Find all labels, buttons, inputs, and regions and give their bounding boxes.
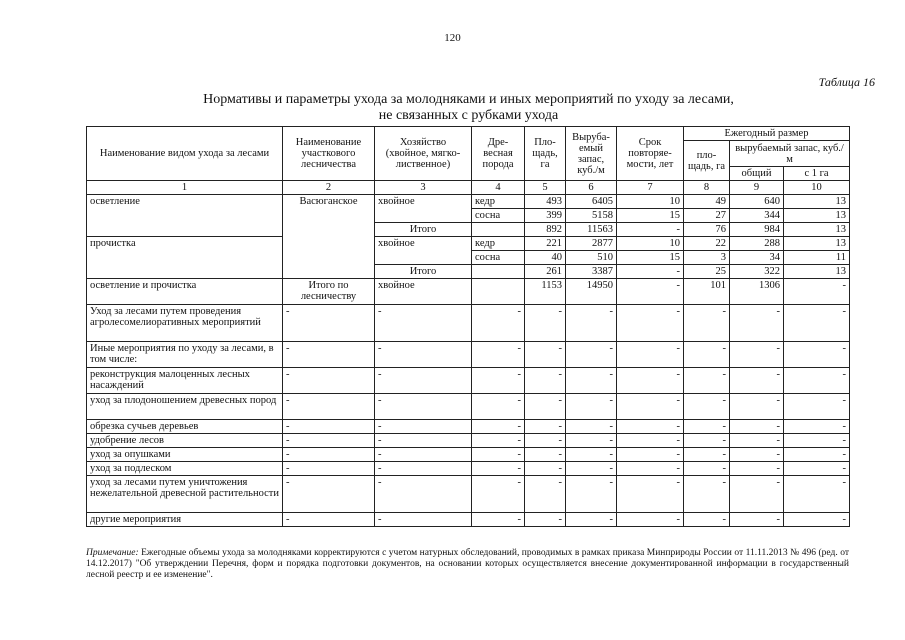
table-row (87, 237, 850, 251)
stock-cell: 2877 (566, 237, 617, 251)
standards-table (86, 126, 850, 527)
dash-cell: - (525, 462, 566, 476)
stock-cell: 6405 (566, 195, 617, 209)
dash-cell: - (525, 513, 566, 527)
dash-cell: - (684, 462, 730, 476)
footnote-label: Примечание: (86, 548, 139, 558)
species-cell: кедр (472, 237, 525, 251)
dash-cell: - (684, 394, 730, 420)
dash-cell: - (684, 476, 730, 513)
dash-cell: - (375, 513, 472, 527)
dash-cell: - (283, 434, 375, 448)
dash-cell: - (525, 420, 566, 434)
dash-cell: - (472, 476, 525, 513)
dash-cell: - (525, 476, 566, 513)
activity-name-cell: удобрение лесов (87, 434, 283, 448)
dash-cell: - (617, 368, 684, 394)
header-annual: Ежегодный размер (684, 127, 850, 141)
stock-cell: 11563 (566, 223, 617, 237)
table-row (87, 342, 850, 368)
header-forestry: Наименование участкового лесничества (283, 127, 375, 181)
dash-cell: - (375, 342, 472, 368)
dash-cell: - (684, 368, 730, 394)
col-number: 9 (730, 181, 784, 195)
area-cell: 40 (525, 251, 566, 265)
col-number: 2 (283, 181, 375, 195)
species-cell (472, 223, 525, 237)
care-type-cell: прочистка (87, 237, 283, 279)
dash-cell: - (566, 368, 617, 394)
dash-cell: - (525, 342, 566, 368)
annual-stock-total-cell: 984 (730, 223, 784, 237)
header-annual-stock: вырубаемый запас, куб./м (730, 141, 850, 167)
dash-cell: - (684, 448, 730, 462)
dash-cell: - (283, 448, 375, 462)
annual-stock-per-ha-cell: 13 (784, 237, 850, 251)
dash-cell: - (784, 513, 850, 527)
dash-cell: - (566, 394, 617, 420)
table-row (87, 368, 850, 394)
economy-cell: хвойное (375, 237, 472, 265)
forestry-cell: Васюганское (283, 195, 375, 279)
dash-cell: - (472, 394, 525, 420)
dash-cell: - (525, 368, 566, 394)
col-number: 1 (87, 181, 283, 195)
dash-cell: - (617, 305, 684, 342)
dash-cell: - (784, 368, 850, 394)
header-species: Дре-весная порода (472, 127, 525, 181)
dash-cell: - (730, 305, 784, 342)
dash-cell: - (730, 342, 784, 368)
table-title (100, 92, 837, 124)
header-care-type: Наименование видом ухода за лесами (87, 127, 283, 181)
col-number: 3 (375, 181, 472, 195)
dash-cell: - (617, 434, 684, 448)
dash-cell: - (784, 420, 850, 434)
activity-name-cell: Уход за лесами путем проведения агролесомелиоративных мероприятий (87, 305, 283, 342)
dash-cell: - (375, 448, 472, 462)
annual-stock-per-ha-cell: 13 (784, 265, 850, 279)
dash-cell: - (617, 448, 684, 462)
stock-cell: 5158 (566, 209, 617, 223)
table-row (87, 462, 850, 476)
dash-cell: - (730, 462, 784, 476)
annual-area-cell: 101 (684, 279, 730, 305)
annual-stock-per-ha-cell: 11 (784, 251, 850, 265)
col-number: 4 (472, 181, 525, 195)
dash-cell: - (617, 394, 684, 420)
activity-name-cell: Иные мероприятия по уходу за лесами, в том числе: (87, 342, 283, 368)
total-label-cell: Итого (375, 223, 472, 237)
other-activities-body (87, 305, 850, 527)
period-cell: 15 (617, 251, 684, 265)
dash-cell: - (566, 420, 617, 434)
dash-cell: - (730, 448, 784, 462)
area-cell: 399 (525, 209, 566, 223)
annual-stock-total-cell: 344 (730, 209, 784, 223)
species-cell (472, 279, 525, 305)
total-label-cell: Итого (375, 265, 472, 279)
header-economy: Хозяйство (хвойное, мягко-лиственное) (375, 127, 472, 181)
dash-cell: - (283, 368, 375, 394)
table-row (87, 448, 850, 462)
header-area: Пло-щадь, га (525, 127, 566, 181)
annual-area-cell: 3 (684, 251, 730, 265)
annual-stock-total-cell: 640 (730, 195, 784, 209)
dash-cell: - (617, 420, 684, 434)
dash-cell: - (730, 513, 784, 527)
title-line-1: Нормативы и параметры ухода за молодняками и иных мероприятий по уходу за лесами, (203, 92, 734, 107)
dash-cell: - (784, 342, 850, 368)
dash-cell: - (784, 394, 850, 420)
annual-stock-total-cell: 288 (730, 237, 784, 251)
dash-cell: - (472, 420, 525, 434)
forestry-cell: Итого по лесничеству (283, 279, 375, 305)
dash-cell: - (472, 448, 525, 462)
col-number: 6 (566, 181, 617, 195)
dash-cell: - (730, 394, 784, 420)
dash-cell: - (375, 462, 472, 476)
page-number: 120 (444, 32, 461, 44)
activity-name-cell: уход за опушками (87, 448, 283, 462)
period-cell: 15 (617, 209, 684, 223)
header-period: Срок повторяе-мости, лет (617, 127, 684, 181)
dash-cell: - (283, 513, 375, 527)
annual-area-cell: 25 (684, 265, 730, 279)
col-number: 5 (525, 181, 566, 195)
col-number: 10 (784, 181, 850, 195)
care-type-cell: осветление и прочистка (87, 279, 283, 305)
dash-cell: - (472, 462, 525, 476)
header-stock: Выруба-емый запас, куб./м (566, 127, 617, 181)
dash-cell: - (617, 342, 684, 368)
header-stock-total: общий (730, 167, 784, 181)
economy-cell: хвойное (375, 279, 472, 305)
stock-cell: 14950 (566, 279, 617, 305)
dash-cell: - (730, 434, 784, 448)
table-row (87, 394, 850, 420)
dash-cell: - (566, 513, 617, 527)
annual-area-cell: 76 (684, 223, 730, 237)
table-row (87, 420, 850, 434)
table-row (87, 476, 850, 513)
dash-cell: - (283, 462, 375, 476)
dash-cell: - (375, 305, 472, 342)
dash-cell: - (566, 342, 617, 368)
dash-cell: - (525, 448, 566, 462)
col-number: 8 (684, 181, 730, 195)
dash-cell: - (375, 476, 472, 513)
activity-name-cell: уход за подлеском (87, 462, 283, 476)
dash-cell: - (525, 305, 566, 342)
dash-cell: - (283, 394, 375, 420)
title-line-2: не связанных с рубками ухода (378, 108, 559, 123)
species-cell: сосна (472, 251, 525, 265)
dash-cell: - (684, 434, 730, 448)
economy-cell: хвойное (375, 195, 472, 223)
dash-cell: - (684, 342, 730, 368)
table-row-forestry-total (87, 279, 850, 305)
annual-stock-per-ha-cell: - (784, 279, 850, 305)
area-cell: 1153 (525, 279, 566, 305)
stock-cell: 3387 (566, 265, 617, 279)
activity-name-cell: реконструкция малоценных лесных насаждений (87, 368, 283, 394)
col-number: 7 (617, 181, 684, 195)
species-cell (472, 265, 525, 279)
dash-cell: - (684, 513, 730, 527)
dash-cell: - (472, 305, 525, 342)
annual-stock-total-cell: 34 (730, 251, 784, 265)
stock-cell: 510 (566, 251, 617, 265)
table-row (87, 305, 850, 342)
dash-cell: - (617, 462, 684, 476)
dash-cell: - (525, 434, 566, 448)
dash-cell: - (566, 305, 617, 342)
activity-name-cell: уход за плодоношением древесных пород (87, 394, 283, 420)
activity-name-cell: другие мероприятия (87, 513, 283, 527)
period-cell: - (617, 223, 684, 237)
table-row (87, 513, 850, 527)
annual-area-cell: 22 (684, 237, 730, 251)
dash-cell: - (283, 342, 375, 368)
dash-cell: - (684, 420, 730, 434)
dash-cell: - (784, 305, 850, 342)
annual-stock-total-cell: 1306 (730, 279, 784, 305)
table-row (87, 195, 850, 209)
dash-cell: - (375, 394, 472, 420)
dash-cell: - (566, 448, 617, 462)
dash-cell: - (525, 394, 566, 420)
dash-cell: - (566, 462, 617, 476)
dash-cell: - (472, 513, 525, 527)
annual-stock-total-cell: 322 (730, 265, 784, 279)
dash-cell: - (472, 342, 525, 368)
area-cell: 892 (525, 223, 566, 237)
dash-cell: - (730, 368, 784, 394)
area-cell: 493 (525, 195, 566, 209)
period-cell: - (617, 265, 684, 279)
annual-stock-per-ha-cell: 13 (784, 223, 850, 237)
annual-stock-per-ha-cell: 13 (784, 195, 850, 209)
species-cell: кедр (472, 195, 525, 209)
dash-cell: - (375, 420, 472, 434)
dash-cell: - (566, 434, 617, 448)
dash-cell: - (472, 434, 525, 448)
dash-cell: - (283, 305, 375, 342)
annual-area-cell: 49 (684, 195, 730, 209)
area-cell: 261 (525, 265, 566, 279)
header-stock-per-ha: с 1 га (784, 167, 850, 181)
dash-cell: - (283, 420, 375, 434)
period-cell: 10 (617, 237, 684, 251)
dash-cell: - (283, 476, 375, 513)
dash-cell: - (617, 513, 684, 527)
dash-cell: - (684, 305, 730, 342)
dash-cell: - (375, 434, 472, 448)
dash-cell: - (784, 434, 850, 448)
annual-area-cell: 27 (684, 209, 730, 223)
footnote-text: Ежегодные объемы ухода за молодняками корректируются с учетом натурных обследований, проводимых в рамках приказа Минприроды России от 11.11.2013 № 496 (ред. от 14.12.2017) "Об утверждении Перечня, форм и порядка подготовки документов, на основании которых осуществляется внесение документированной информации в государственный лесной реестр и ее изменение". (86, 548, 849, 580)
activity-name-cell: обрезка сучьев деревьев (87, 420, 283, 434)
annual-stock-per-ha-cell: 13 (784, 209, 850, 223)
table-row (87, 434, 850, 448)
dash-cell: - (730, 420, 784, 434)
dash-cell: - (730, 476, 784, 513)
activity-name-cell: уход за лесами путем уничтожения нежелательной древесной растительности (87, 476, 283, 513)
period-cell: 10 (617, 195, 684, 209)
species-cell: сосна (472, 209, 525, 223)
table-label: Таблица 16 (818, 75, 875, 89)
dash-cell: - (784, 476, 850, 513)
column-numbers-row (87, 181, 850, 195)
dash-cell: - (566, 476, 617, 513)
dash-cell: - (472, 368, 525, 394)
period-cell: - (617, 279, 684, 305)
dash-cell: - (784, 462, 850, 476)
header-annual-area: пло-щадь, га (684, 141, 730, 181)
care-type-cell: осветление (87, 195, 283, 237)
dash-cell: - (617, 476, 684, 513)
dash-cell: - (784, 448, 850, 462)
area-cell: 221 (525, 237, 566, 251)
dash-cell: - (375, 368, 472, 394)
footnote (86, 548, 849, 581)
